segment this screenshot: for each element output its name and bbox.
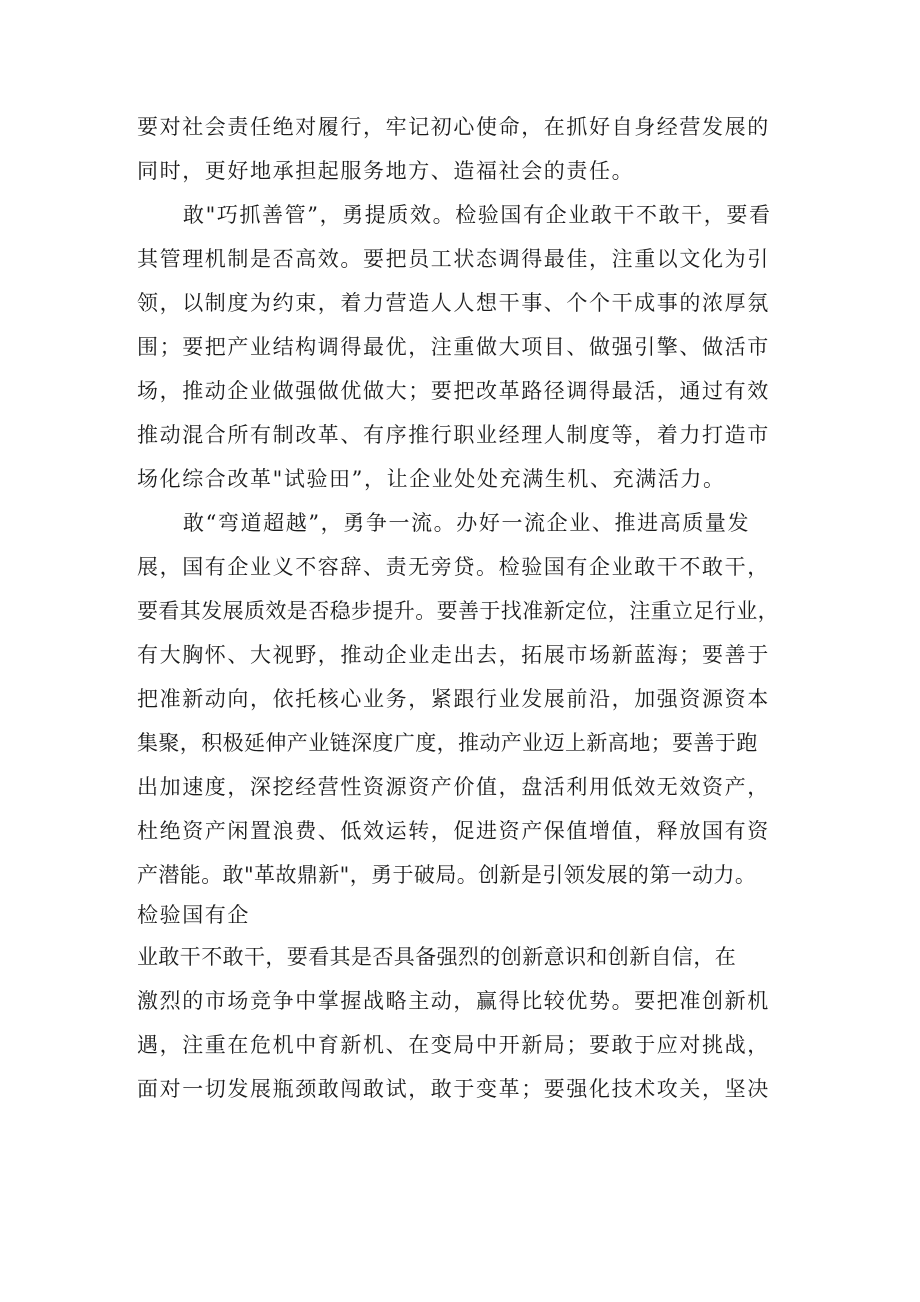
text-line-2: 同时，更好地承担起服务地方、造福社会的责任。 (137, 159, 635, 183)
text-line-8: 推动混合所有制改革、有序推行职业经理人制度等，着力打造市 (137, 423, 770, 447)
text-line-7: 场，推动企业做强做优做大；要把改革路径调得最活，通过有效 (137, 379, 770, 403)
text-line-5: 领，以制度为约束，着力营造人人想干事、个个干成事的浓厚氛 (137, 291, 770, 315)
text-line-16: 出加速度，深挖经营性资源资产价值，盘活利用低效无效资产， (137, 775, 770, 799)
text-line-11: 展，国有企业义不容辞、责无旁贷。检验国有企业敢干不敢干， (137, 555, 770, 579)
paragraph-start-qiaozhua: 敢"巧抓善管”，勇提质效。检验国有企业敢干不敢干，要看 (183, 203, 772, 227)
text-line-19: 检验国有企 (137, 903, 250, 927)
text-line-13: 有大胸怀、大视野，推动企业走出去，拓展市场新蓝海；要善于 (137, 643, 770, 667)
text-line-15: 集聚，积极延伸产业链深度广度，推动产业迈上新高地；要善于跑 (137, 731, 758, 755)
text-line-17: 杜绝资产闲置浪费、低效运转，促进资产保值增值，释放国有资 (137, 819, 770, 843)
text-line-1: 要对社会责任绝对履行，牢记初心使命，在抓好自身经营发展的 (137, 115, 770, 139)
text-line-14: 把准新动向，依托核心业务，紧跟行业发展前沿，加强资源资本 (137, 687, 770, 711)
paragraph-start-wandao: 敢“弯道超越”，勇争一流。办好一流企业、推进高质量发 (183, 511, 751, 535)
text-line-22: 遇，注重在危机中育新机、在变局中开新局；要敢于应对挑战， (137, 1033, 770, 1057)
text-line-23: 面对一切发展瓶颈敢闯敢试，敢于变革；要强化技术攻关，坚决 (137, 1077, 770, 1101)
text-line-21: 激烈的市场竞争中掌握战略主动，赢得比较优势。要把准创新机 (137, 989, 770, 1013)
text-line-20: 业敢干不敢干，要看其是否具备强烈的创新意识和创新自信，在 (137, 945, 737, 969)
text-line-4: 其管理机制是否高效。要把员工状态调得最佳，注重以文化为引 (137, 247, 770, 271)
text-line-6: 围；要把产业结构调得最优，注重做大项目、做强引擎、做活市 (137, 335, 770, 359)
text-line-18: 产潜能。敢"革故鼎新"，勇于破局。创新是引领发展的第一动力。 (137, 863, 757, 887)
text-line-12: 要看其发展质效是否稳步提升。要善于找准新定位，注重立足行业， (137, 599, 779, 623)
text-line-9: 场化综合改革"试验田”，让企业处处充满生机、充满活力。 (137, 467, 726, 491)
